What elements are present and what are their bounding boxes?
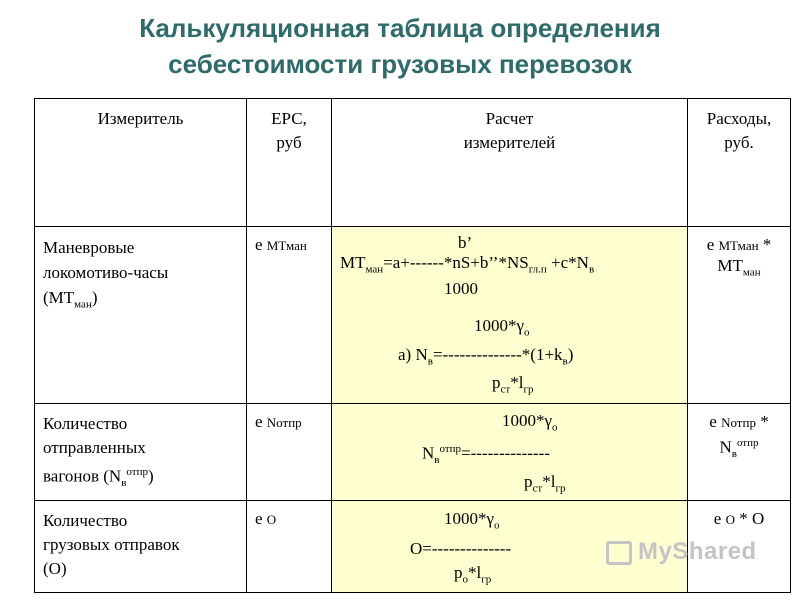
table-header-row — [35, 99, 791, 227]
cost-cell: е Nотпр * $N_в^{отпр}$ — [688, 404, 791, 501]
epc-cell: е О — [247, 500, 332, 592]
header-cost: Расходы, руб. — [688, 99, 791, 227]
header-meter: Измеритель — [35, 99, 247, 227]
cost-cell: е О * О — [688, 500, 791, 592]
formula-nv: $1000*\gamma_о$ а) $N_в=--------------*(1+k_в)$ $p_{ст}*l_{гр}$ — [398, 316, 574, 396]
formula-cell — [332, 404, 688, 501]
table-row — [35, 404, 791, 501]
epc-cell: е МТман — [247, 227, 332, 404]
calculation-table — [34, 98, 791, 593]
epc-cell: е Nотпр — [247, 404, 332, 501]
watermark — [606, 538, 757, 566]
formula-o: $1000*\gamma_о$ О=-------------- $p_о*l_{гр}$ — [410, 508, 512, 586]
header-calculation: Расчет измерителей — [332, 99, 688, 227]
page-title — [0, 10, 800, 82]
header-epc: ЕРС, руб — [247, 99, 332, 227]
title-line-2: себестоимости грузовых перевозок — [168, 49, 632, 79]
meter-cell: Количество грузовых отправок (О) — [35, 500, 247, 592]
presentation-icon — [606, 541, 632, 565]
meter-cell: Маневровые локомотиво-часы $(МТ_{ман})$ — [35, 227, 247, 404]
formula-mt: b’ $МТ_{ман}=a+------*nS+b’’*NS_{гл.п} +c*N_в$ 1000 — [340, 233, 595, 299]
watermark-text: MyShared — [638, 538, 757, 565]
table-row — [35, 227, 791, 404]
formula-nv-otpr: $1000*\gamma_о$ $N_в^{отпр}=--------------$ $p_{ст}*l_{гр}$ — [422, 411, 566, 495]
formula-cell — [332, 227, 688, 404]
title-line-1: Калькуляционная таблица определения — [139, 13, 661, 43]
meter-cell: Количество отправленных вагонов $(N_в^{отпр})$ — [35, 404, 247, 501]
cost-cell: е МТман * $МТ_{ман}$ — [688, 227, 791, 404]
